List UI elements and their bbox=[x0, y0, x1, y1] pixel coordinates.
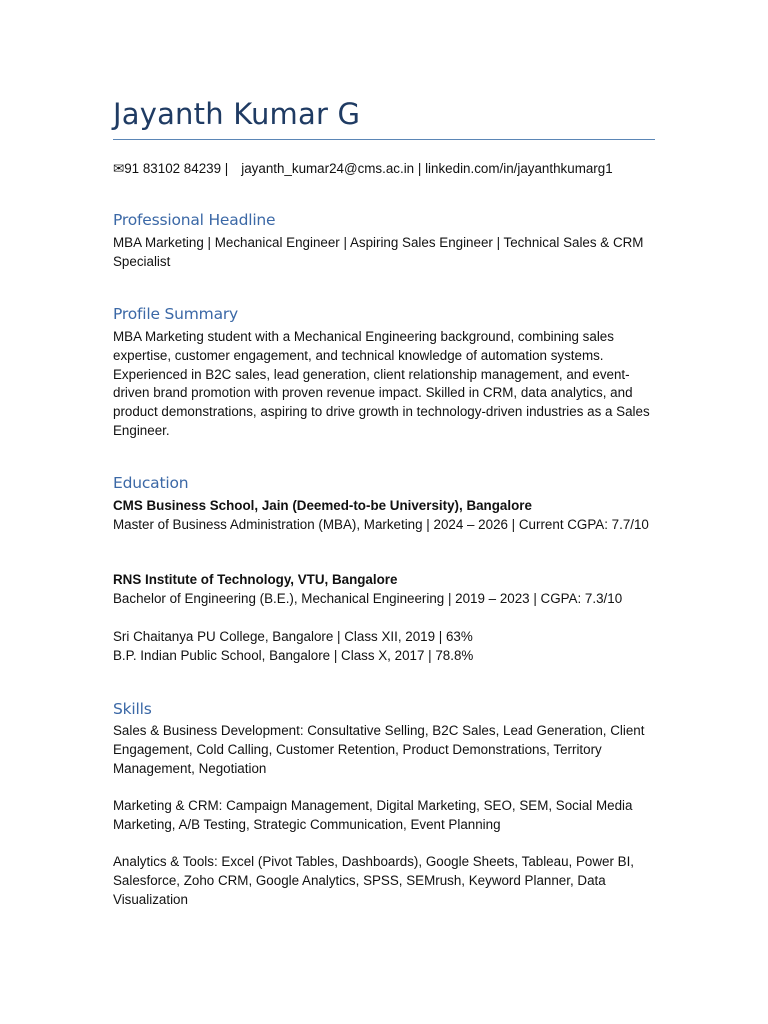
summary-text: MBA Marketing student with a Mechanical Engineering background, combining sales expertise, customer engagement, and technical knowledge of automation systems. Experienced in B2C sales, lead generation, client relationship management, and event-driven brand promotion with proven revenue impact. Skilled in CRM, data analytics, and product demonstrations, aspiring to drive growth in technology-driven industries as a Sales Engineer. bbox=[113, 329, 650, 438]
contact-separator: | bbox=[417, 161, 422, 176]
candidate-name: Jayanth Kumar G bbox=[113, 97, 361, 131]
education-heading: Education bbox=[113, 474, 189, 492]
linkedin-link[interactable]: linkedin.com/in/jayanthkumarg1 bbox=[425, 161, 613, 176]
skills-group-sales: Sales & Business Development: Consultative Selling, B2C Sales, Lead Generation, Client Engagement, Cold Calling, Customer Retention, Product Demonstrations, Territory Management, Negotiation bbox=[113, 723, 645, 776]
skills-heading: Skills bbox=[113, 700, 152, 718]
education-institution-mba: CMS Business School, Jain (Deemed-to-be University), Bangalore bbox=[113, 498, 532, 513]
education-line-puc: Sri Chaitanya PU College, Bangalore | Class XII, 2019 | 63% bbox=[113, 629, 473, 644]
summary-heading: Profile Summary bbox=[113, 305, 239, 323]
headline-heading: Professional Headline bbox=[113, 211, 276, 229]
mail-icon: ✉ bbox=[113, 161, 125, 176]
skills-group-analytics: Analytics & Tools: Excel (Pivot Tables, Dashboards), Google Sheets, Tableau, Power BI, Salesforce, Zoho CRM, Google Analytics, SPSS, SEMrush, Keyword Planner, Data Visualization bbox=[113, 854, 635, 907]
phone-number: 91 83102 84239 | bbox=[124, 161, 229, 176]
education-detail-mba: Master of Business Administration (MBA), Marketing | 2024 – 2026 | Current CGPA: 7.7/10 bbox=[113, 517, 649, 532]
education-institution-be: RNS Institute of Technology, VTU, Bangalore bbox=[113, 572, 398, 587]
email-link[interactable]: jayanth_kumar24@cms.ac.in bbox=[241, 161, 415, 176]
education-line-class-x: B.P. Indian Public School, Bangalore | Class X, 2017 | 78.8% bbox=[113, 648, 474, 663]
skills-group-marketing: Marketing & CRM: Campaign Management, Digital Marketing, SEO, SEM, Social Media Marketing, A/B Testing, Strategic Communication, Event Planning bbox=[113, 798, 633, 832]
headline-text: MBA Marketing | Mechanical Engineer | Aspiring Sales Engineer | Technical Sales & CRM Specialist bbox=[113, 235, 644, 269]
education-detail-be: Bachelor of Engineering (B.E.), Mechanical Engineering | 2019 – 2023 | CGPA: 7.3/10 bbox=[113, 591, 623, 606]
header-divider bbox=[113, 139, 655, 140]
contact-line bbox=[113, 159, 673, 178]
